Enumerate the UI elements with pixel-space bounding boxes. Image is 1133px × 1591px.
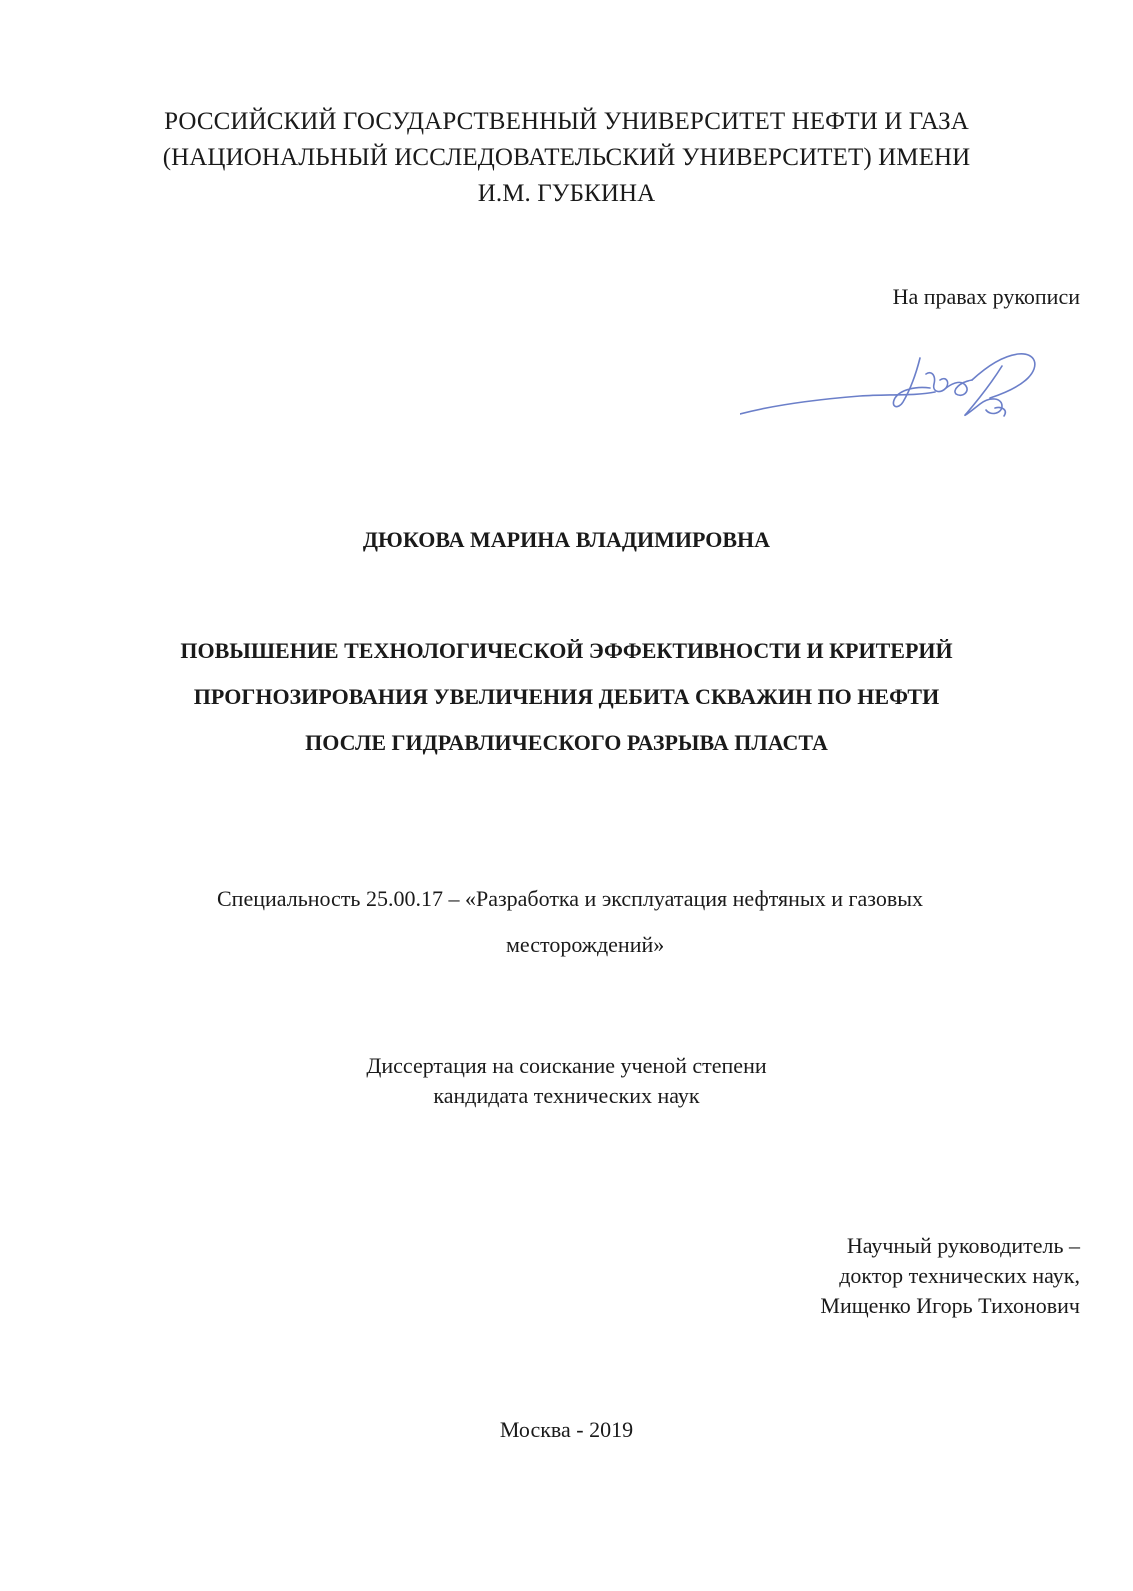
thesis-title	[0, 628, 1133, 766]
title-line: ПРОГНОЗИРОВАНИЯ УВЕЛИЧЕНИЯ ДЕБИТА СКВАЖИН ПО НЕФТИ	[193, 684, 940, 709]
supervisor-block	[820, 1231, 1080, 1321]
author-name: ДЮКОВА МАРИНА ВЛАДИМИРОВНА	[362, 527, 771, 552]
university-line: (НАЦИОНАЛЬНЫЙ ИССЛЕДОВАТЕЛЬСКИЙ УНИВЕРСИТЕТ) ИМЕНИ	[162, 144, 971, 171]
university-name	[0, 104, 1133, 212]
title-line: ПОСЛЕ ГИДРАВЛИЧЕСКОГО РАЗРЫВА ПЛАСТА	[305, 730, 828, 755]
manuscript-note: На правах рукописи	[892, 284, 1080, 309]
signature-icon	[740, 352, 1060, 432]
degree-statement	[0, 1051, 1133, 1111]
supervisor-line: Мищенко Игорь Тихонович	[820, 1293, 1080, 1318]
degree-line: Диссертация на соискание ученой степени	[366, 1053, 767, 1078]
university-line: РОССИЙСКИЙ ГОСУДАРСТВЕННЫЙ УНИВЕРСИТЕТ НЕФТИ И ГАЗА	[164, 108, 969, 135]
university-line: И.М. ГУБКИНА	[477, 180, 656, 207]
title-line: ПОВЫШЕНИЕ ТЕХНОЛОГИЧЕСКОЙ ЭФФЕКТИВНОСТИ И КРИТЕРИЙ	[180, 638, 953, 663]
specialty-line: Специальность 25.00.17 – «Разработка и эксплуатация нефтяных и газовых	[217, 886, 923, 911]
supervisor-line: доктор технических наук,	[839, 1263, 1080, 1288]
supervisor-line: Научный руководитель –	[846, 1233, 1080, 1258]
specialty-line: месторождений»	[506, 932, 665, 957]
city-year: Москва - 2019	[499, 1417, 634, 1442]
degree-line: кандидата технических наук	[433, 1083, 700, 1108]
